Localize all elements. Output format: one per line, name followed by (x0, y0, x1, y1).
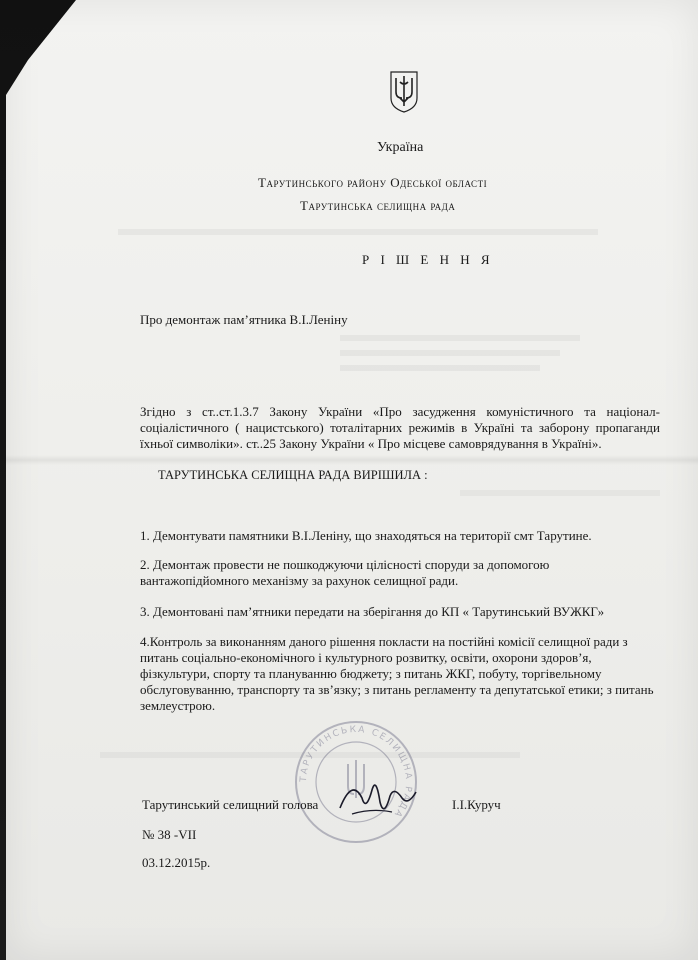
country-name: Україна (377, 140, 424, 155)
bleed-through-line (460, 490, 660, 496)
bleed-through-line (118, 229, 598, 235)
decision-item-3: 3. Демонтовані пам’ятники передати на зберігання до КП « Тарутинський ВУЖКГ» (140, 604, 605, 619)
document-date: 03.12.2015р. (142, 855, 211, 870)
document-title: Р І Ш Е Н Н Я (362, 252, 494, 267)
paper-fold (6, 455, 698, 465)
handwritten-signature (332, 768, 422, 828)
bleed-through-line (340, 335, 580, 341)
council-heading: Тарутинська селищна рада (300, 198, 456, 213)
bleed-through-line (340, 365, 540, 371)
legal-basis-paragraph: Згідно з ст..ст.1.3.7 Закону України «Про засудження комуністичного та націонал-соціалістичного ( нацистського) тоталітарних режимів в Україні та заборону пропаганди їхньої символіки». ст..25 Закону України « Про місцеве самоврядування в Україні». (140, 404, 660, 451)
bleed-through-line (340, 350, 560, 356)
signatory-name: І.І.Куруч (452, 797, 501, 812)
decision-item-4: 4.Контроль за виконанням даного рішення покласти на постійні комісії селищної ради з питань соціально-економічного і культурного розвитку, освіти, охорони здоров’я, фізкультури, спорту та плануванню бюджету; з питань ЖКГ, побуту, торгівельному обслуговуванню, транспорту та зв’язку; з питань регламенту та депутатської етики; з питань землеустрою. (140, 634, 654, 713)
signatory-role: Тарутинський селищний голова (142, 797, 319, 812)
coat-of-arms-icon (388, 68, 420, 114)
document-number: № 38 -VII (142, 827, 197, 842)
svg-text:ТАРУТИНСЬКА СЕЛИЩНА РАДА: ТАРУТИНСЬКА СЕЛИЩНА РАДА (298, 724, 414, 820)
document-subject: Про демонтаж пам’ятника В.І.Леніну (140, 312, 348, 327)
decision-item-2: 2. Демонтаж провести не пошкоджуючи цілісності споруди за допомогою вантажопідйомного механізму за рахунок селищної ради. (140, 557, 550, 588)
decision-item-1: 1. Демонтувати памятники В.І.Леніну, що знаходяться на території смт Тарутине. (140, 528, 592, 543)
district-heading: Тарутинського району Одеської області (258, 175, 488, 190)
decision-heading: ТАРУТИНСЬКА СЕЛИЩНА РАДА ВИРІШИЛА : (158, 468, 428, 482)
